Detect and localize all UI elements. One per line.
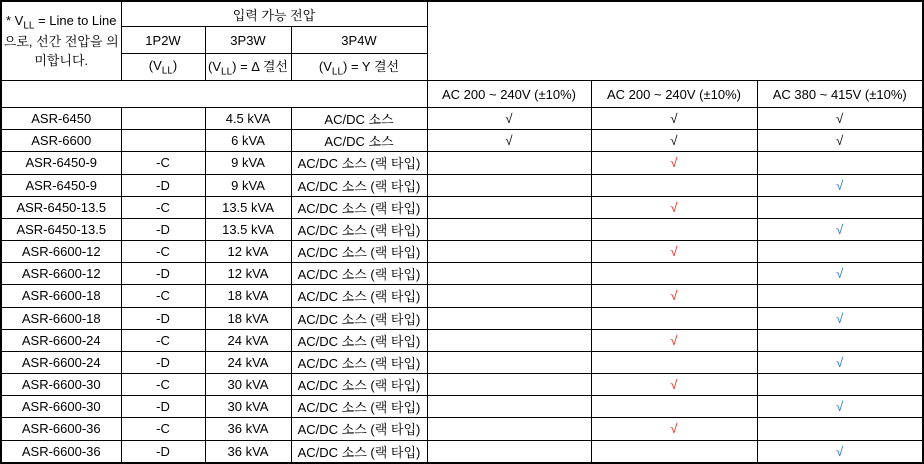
cell-suffix: -C: [121, 241, 205, 263]
cell-type: AC/DC 소스 (랙 타입): [291, 152, 427, 174]
cell-suffix: -D: [121, 174, 205, 196]
table-row: [1, 152, 923, 174]
cell-model: ASR-6600-18: [1, 285, 121, 307]
header-col-3p4w-voltage: AC 380 ~ 415V (±10%): [757, 81, 923, 108]
header-col-3p3w-voltage: AC 200 ~ 240V (±10%): [591, 81, 757, 108]
table-row: [1, 418, 923, 440]
table-row: [1, 241, 923, 263]
label-sub-2: LL: [221, 66, 233, 78]
cell-check-3p3w: [591, 351, 757, 373]
label-post-1: ): [172, 57, 178, 73]
cell-type: AC/DC 소스 (랙 타입): [291, 263, 427, 285]
cell-capacity: 6 kVA: [205, 130, 291, 152]
cell-check-3p4w: √: [757, 108, 923, 130]
cell-suffix: -C: [121, 418, 205, 440]
cell-check-3p4w: √: [757, 307, 923, 329]
cell-type: AC/DC 소스: [291, 108, 427, 130]
label-post-2: ) = Δ 결선: [232, 59, 288, 75]
cell-check-1p2w: [427, 374, 591, 396]
cell-check-3p4w: √: [757, 351, 923, 373]
cell-suffix: -D: [121, 396, 205, 418]
header-row-group-title: [1, 1, 923, 27]
cell-model: ASR-6450-13.5: [1, 218, 121, 240]
cell-check-1p2w: [427, 396, 591, 418]
cell-model: ASR-6600-30: [1, 374, 121, 396]
cell-check-3p3w: √: [591, 196, 757, 218]
table-row: [1, 174, 923, 196]
header-col-1p2w-label: [121, 54, 205, 81]
cell-model: ASR-6600-24: [1, 351, 121, 373]
cell-model: ASR-6600-12: [1, 263, 121, 285]
cell-type: AC/DC 소스 (랙 타입): [291, 418, 427, 440]
cell-check-3p4w: [757, 285, 923, 307]
cell-check-1p2w: [427, 152, 591, 174]
cell-check-3p4w: √: [757, 174, 923, 196]
cell-suffix: [121, 130, 205, 152]
cell-check-3p3w: √: [591, 108, 757, 130]
cell-type: AC/DC 소스: [291, 130, 427, 152]
cell-model: ASR-6600-18: [1, 307, 121, 329]
cell-type: AC/DC 소스 (랙 타입): [291, 307, 427, 329]
table-header: [1, 1, 923, 108]
cell-type: AC/DC 소스 (랙 타입): [291, 374, 427, 396]
cell-check-1p2w: [427, 196, 591, 218]
cell-suffix: -D: [121, 218, 205, 240]
header-col-3p3w-name: 3P3W: [205, 27, 291, 54]
cell-check-3p4w: √: [757, 263, 923, 285]
cell-capacity: 9 kVA: [205, 174, 291, 196]
cell-check-3p4w: [757, 418, 923, 440]
cell-check-1p2w: √: [427, 130, 591, 152]
cell-capacity: 12 kVA: [205, 263, 291, 285]
cell-suffix: -D: [121, 351, 205, 373]
label-pre-1: (V: [148, 57, 162, 73]
header-voltage-empty: [1, 81, 427, 108]
cell-check-3p3w: [591, 174, 757, 196]
cell-suffix: -C: [121, 285, 205, 307]
header-group-title: 입력 가능 전압: [121, 1, 427, 27]
header-col-3p3w-label: [205, 54, 291, 81]
table-row: [1, 108, 923, 130]
table-row: [1, 196, 923, 218]
cell-check-3p3w: [591, 218, 757, 240]
cell-model: ASR-6450: [1, 108, 121, 130]
cell-type: AC/DC 소스 (랙 타입): [291, 285, 427, 307]
footnote-note-cell: [1, 1, 121, 81]
cell-capacity: 9 kVA: [205, 152, 291, 174]
cell-capacity: 24 kVA: [205, 329, 291, 351]
note-text-before: * V: [5, 12, 24, 28]
cell-check-1p2w: √: [427, 108, 591, 130]
label-sub-1: LL: [161, 65, 173, 77]
header-col-3p4w-name: 3P4W: [291, 27, 427, 54]
cell-suffix: -C: [121, 329, 205, 351]
cell-check-1p2w: [427, 418, 591, 440]
cell-check-3p3w: √: [591, 374, 757, 396]
table-row: [1, 396, 923, 418]
cell-capacity: 24 kVA: [205, 351, 291, 373]
cell-check-3p3w: √: [591, 285, 757, 307]
cell-suffix: -D: [121, 263, 205, 285]
header-row-phase-labels: [1, 54, 923, 81]
cell-check-3p3w: [591, 263, 757, 285]
header-row-voltages: [1, 81, 923, 108]
cell-capacity: 30 kVA: [205, 396, 291, 418]
cell-check-3p3w: √: [591, 329, 757, 351]
cell-capacity: 18 kVA: [205, 307, 291, 329]
cell-check-3p4w: [757, 196, 923, 218]
header-row-phase-names: [1, 27, 923, 54]
cell-check-3p3w: √: [591, 152, 757, 174]
cell-model: ASR-6600-36: [1, 440, 121, 463]
cell-suffix: [121, 108, 205, 130]
table-row: [1, 307, 923, 329]
cell-check-1p2w: [427, 351, 591, 373]
cell-check-3p4w: √: [757, 396, 923, 418]
table-row: [1, 351, 923, 373]
cell-check-3p4w: [757, 152, 923, 174]
cell-check-3p3w: [591, 396, 757, 418]
cell-suffix: -C: [121, 374, 205, 396]
cell-check-3p4w: √: [757, 130, 923, 152]
label-pre-3: (V: [318, 59, 332, 75]
table-row: [1, 130, 923, 152]
cell-check-1p2w: [427, 440, 591, 463]
cell-model: ASR-6600-12: [1, 241, 121, 263]
cell-model: ASR-6600-24: [1, 329, 121, 351]
cell-model: ASR-6600: [1, 130, 121, 152]
cell-capacity: 13.5 kVA: [205, 218, 291, 240]
cell-check-3p3w: [591, 307, 757, 329]
table-row: [1, 263, 923, 285]
cell-check-1p2w: [427, 329, 591, 351]
table-row: [1, 329, 923, 351]
cell-type: AC/DC 소스 (랙 타입): [291, 396, 427, 418]
cell-check-3p4w: [757, 329, 923, 351]
cell-type: AC/DC 소스 (랙 타입): [291, 329, 427, 351]
cell-suffix: -C: [121, 196, 205, 218]
cell-check-3p3w: √: [591, 418, 757, 440]
cell-check-3p4w: [757, 241, 923, 263]
table-row: [1, 440, 923, 463]
cell-capacity: 30 kVA: [205, 374, 291, 396]
cell-capacity: 4.5 kVA: [205, 108, 291, 130]
label-pre-2: (V: [208, 59, 222, 75]
cell-type: AC/DC 소스 (랙 타입): [291, 196, 427, 218]
cell-capacity: 13.5 kVA: [205, 196, 291, 218]
cell-capacity: 36 kVA: [205, 418, 291, 440]
cell-model: ASR-6450-9: [1, 174, 121, 196]
cell-suffix: -D: [121, 440, 205, 463]
header-col-3p4w-label: [291, 54, 427, 81]
cell-type: AC/DC 소스 (랙 타입): [291, 174, 427, 196]
cell-check-1p2w: [427, 285, 591, 307]
cell-check-1p2w: [427, 263, 591, 285]
cell-check-3p4w: √: [757, 218, 923, 240]
cell-check-3p3w: √: [591, 241, 757, 263]
cell-check-1p2w: [427, 241, 591, 263]
header-col-1p2w-name: 1P2W: [121, 27, 205, 54]
note-text-after: = Line to Line으로, 선간 전압을 의미합니다.: [3, 12, 119, 69]
cell-check-3p4w: √: [757, 440, 923, 463]
cell-model: ASR-6450-9: [1, 152, 121, 174]
cell-suffix: -C: [121, 152, 205, 174]
cell-check-1p2w: [427, 307, 591, 329]
label-sub-3: LL: [331, 66, 344, 78]
cell-type: AC/DC 소스 (랙 타입): [291, 440, 427, 463]
cell-model: ASR-6600-30: [1, 396, 121, 418]
cell-check-1p2w: [427, 174, 591, 196]
table-row: [1, 218, 923, 240]
cell-capacity: 12 kVA: [205, 241, 291, 263]
cell-type: AC/DC 소스 (랙 타입): [291, 351, 427, 373]
cell-type: AC/DC 소스 (랙 타입): [291, 241, 427, 263]
cell-capacity: 36 kVA: [205, 440, 291, 463]
label-post-3: ) = Y 결선: [343, 59, 400, 75]
note-subscript: LL: [23, 20, 35, 32]
cell-check-3p3w: √: [591, 130, 757, 152]
table-row: [1, 374, 923, 396]
cell-model: ASR-6600-36: [1, 418, 121, 440]
cell-capacity: 18 kVA: [205, 285, 291, 307]
cell-suffix: -D: [121, 307, 205, 329]
table-body: [1, 108, 923, 464]
cell-check-3p3w: [591, 440, 757, 463]
cell-check-3p4w: [757, 374, 923, 396]
table-row: [1, 285, 923, 307]
header-col-1p2w-voltage: AC 200 ~ 240V (±10%): [427, 81, 591, 108]
cell-check-1p2w: [427, 218, 591, 240]
cell-model: ASR-6450-13.5: [1, 196, 121, 218]
cell-type: AC/DC 소스 (랙 타입): [291, 218, 427, 240]
